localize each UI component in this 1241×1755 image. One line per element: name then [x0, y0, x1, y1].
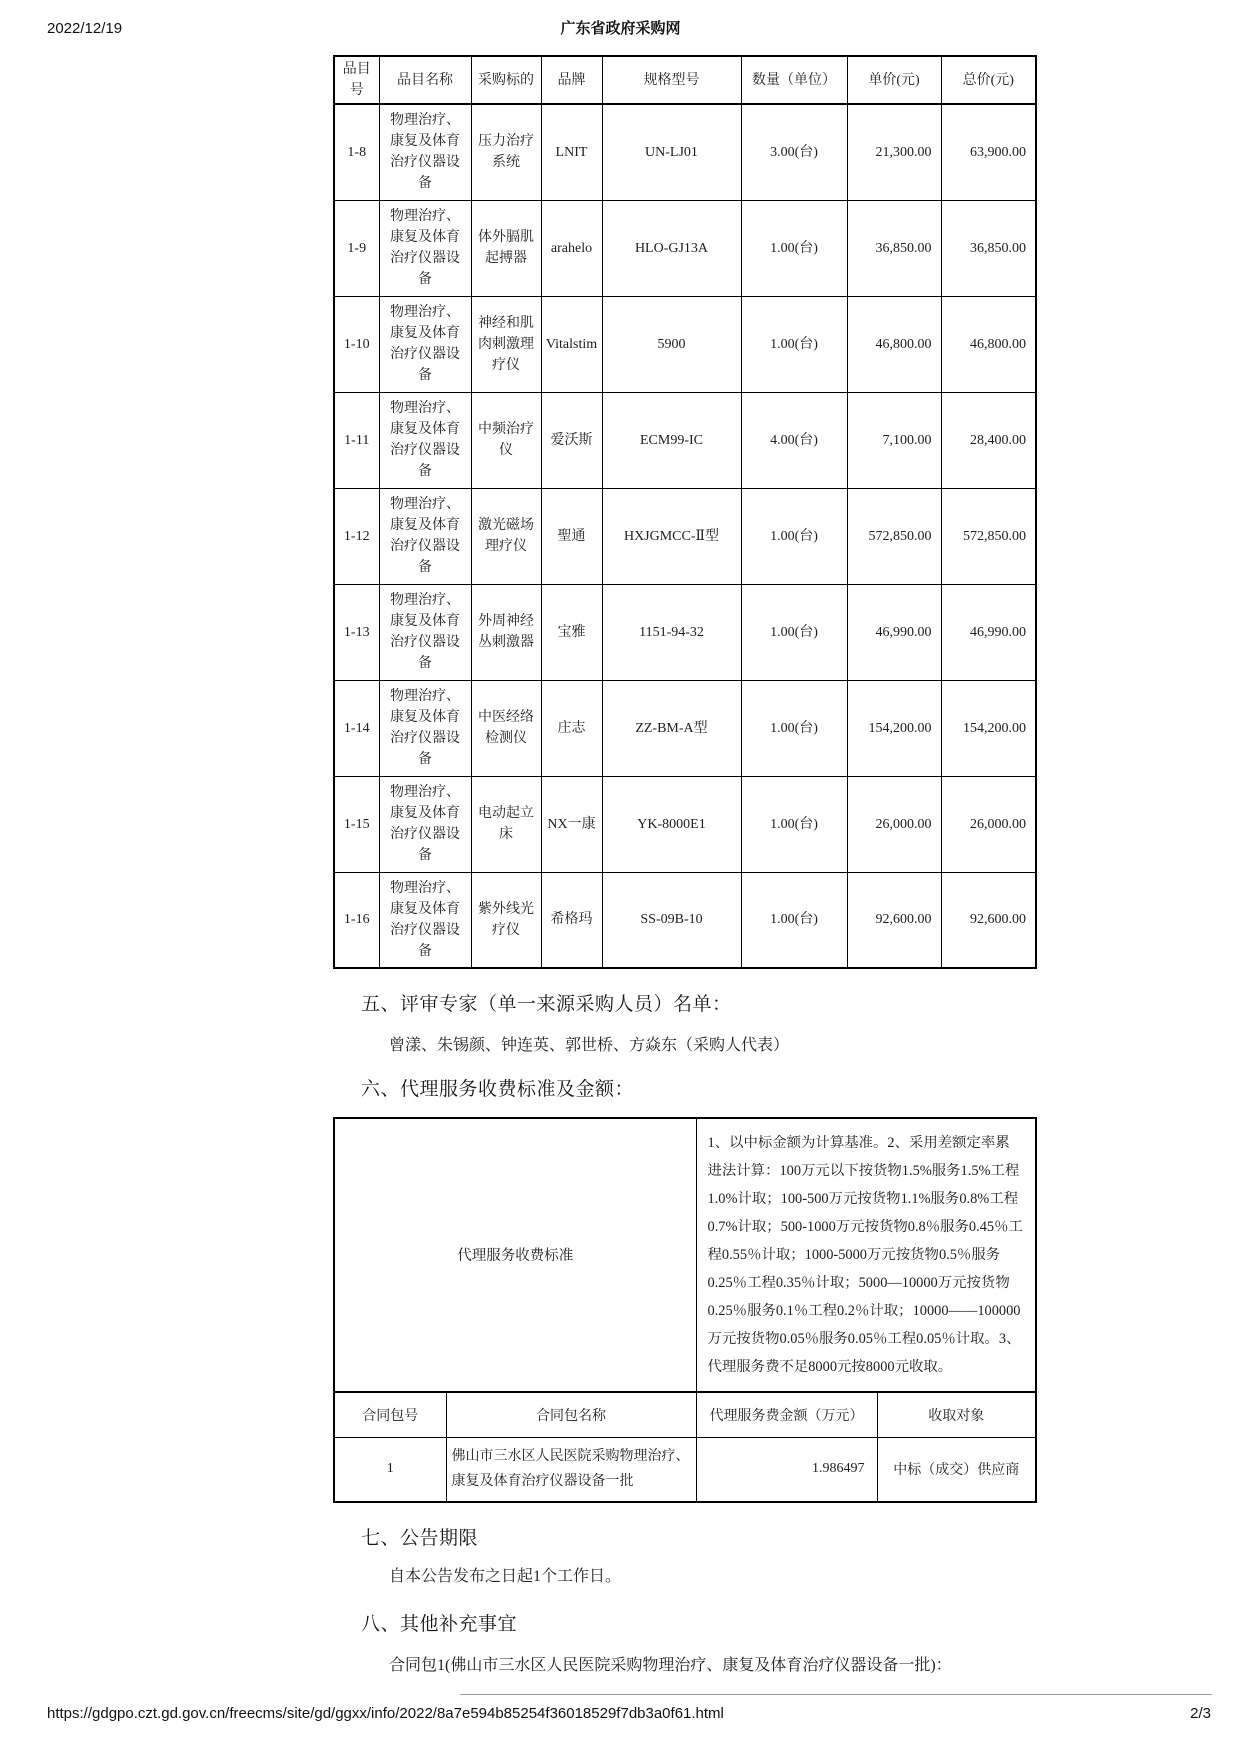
package-fee-amount: 1.986497 — [696, 1438, 877, 1502]
item-cell-category: 物理治疗、康复及体育治疗仪器设备 — [379, 872, 471, 968]
item-cell-qty: 1.00(台) — [741, 776, 847, 872]
fee-standard-description: 1、以中标金额为计算基准。2、采用差额定率累进法计算：100万元以下按货物1.5%服务1.5%工程1.0%计取；100-500万元按货物1.1%服务0.8%工程0.7%计取；500-1000万元按货物0.8％服务0.45％工程0.55％计取；1000-5000万元按货物0.5％服务0.25％工程0.35％计取；5000—10000万元按货物0.25％服务0.1％工程0.2％计取；10000——100000万元按货物0.05％服务0.05％工程0.05％计取。3、代理服务费不足8000元按8000元收取。 — [696, 1118, 1036, 1392]
item-cell-unit_price: 7,100.00 — [847, 392, 941, 488]
item-cell-total_price: 572,850.00 — [941, 488, 1036, 584]
package-table-header-row — [334, 1392, 1036, 1438]
item-cell-target: 激光磁场理疗仪 — [471, 488, 541, 584]
section7-body: 自本公告发布之日起1个工作日。 — [389, 1568, 622, 1586]
item-cell-brand: Vitalstim — [541, 296, 602, 392]
item-cell-category: 物理治疗、康复及体育治疗仪器设备 — [379, 200, 471, 296]
page-number: 2/3 — [1190, 1705, 1211, 1722]
item-row — [334, 776, 1036, 872]
item-cell-model: UN-LJ01 — [602, 104, 741, 200]
item-cell-total_price: 46,800.00 — [941, 296, 1036, 392]
item-row — [334, 296, 1036, 392]
item-cell-model: HLO-GJ13A — [602, 200, 741, 296]
item-row — [334, 872, 1036, 968]
item-cell-brand: 庄志 — [541, 680, 602, 776]
item-cell-unit_price: 572,850.00 — [847, 488, 941, 584]
item-cell-no: 1-8 — [334, 104, 379, 200]
item-cell-no: 1-15 — [334, 776, 379, 872]
items-header-cell-7: 总价(元) — [941, 56, 1036, 104]
item-cell-qty: 3.00(台) — [741, 104, 847, 200]
footer-url[interactable]: https://gdgpo.czt.gd.gov.cn/freecms/site/gd/ggxx/info/2022/8a7e594b85254f36018529f7db3a0f61.html — [47, 1705, 724, 1722]
item-cell-no: 1-10 — [334, 296, 379, 392]
fee-standard-row — [334, 1118, 1036, 1392]
item-cell-qty: 1.00(台) — [741, 296, 847, 392]
item-cell-no: 1-11 — [334, 392, 379, 488]
section8-heading: 八、其他补充事宜 — [361, 1613, 518, 1635]
package-table-row — [334, 1438, 1036, 1502]
item-cell-brand: LNIT — [541, 104, 602, 200]
item-cell-unit_price: 46,990.00 — [847, 584, 941, 680]
item-cell-brand: 爱沃斯 — [541, 392, 602, 488]
item-cell-target: 外周神经丛刺激器 — [471, 584, 541, 680]
item-cell-target: 中医经络检测仪 — [471, 680, 541, 776]
item-cell-total_price: 154,200.00 — [941, 680, 1036, 776]
announcement-document — [333, 55, 1035, 1678]
item-cell-no: 1-14 — [334, 680, 379, 776]
item-cell-total_price: 63,900.00 — [941, 104, 1036, 200]
item-cell-target: 神经和肌肉刺激理疗仪 — [471, 296, 541, 392]
items-table-body — [334, 104, 1036, 968]
items-header-cell-6: 单价(元) — [847, 56, 941, 104]
item-cell-category: 物理治疗、康复及体育治疗仪器设备 — [379, 680, 471, 776]
site-title: 广东省政府采购网 — [560, 20, 681, 37]
package-header-cell-1: 合同包名称 — [446, 1392, 696, 1438]
package-header-cell-2: 代理服务费金额（万元） — [696, 1392, 877, 1438]
item-row — [334, 680, 1036, 776]
item-cell-no: 1-13 — [334, 584, 379, 680]
item-cell-model: ECM99-IC — [602, 392, 741, 488]
item-cell-target: 压力治疗系统 — [471, 104, 541, 200]
item-cell-model: SS-09B-10 — [602, 872, 741, 968]
item-cell-unit_price: 36,850.00 — [847, 200, 941, 296]
item-cell-qty: 1.00(台) — [741, 680, 847, 776]
item-cell-no: 1-12 — [334, 488, 379, 584]
items-table — [333, 55, 1037, 969]
item-cell-unit_price: 92,600.00 — [847, 872, 941, 968]
item-cell-no: 1-9 — [334, 200, 379, 296]
footer-divider — [460, 1694, 1212, 1695]
item-cell-no: 1-16 — [334, 872, 379, 968]
section5-heading: 五、评审专家（单一来源采购人员）名单： — [361, 994, 732, 1015]
item-cell-total_price: 92,600.00 — [941, 872, 1036, 968]
item-cell-qty: 1.00(台) — [741, 584, 847, 680]
item-cell-category: 物理治疗、康复及体育治疗仪器设备 — [379, 488, 471, 584]
item-cell-total_price: 46,990.00 — [941, 584, 1036, 680]
agency-fee-table — [333, 1117, 1037, 1503]
item-row — [334, 104, 1036, 200]
item-cell-category: 物理治疗、康复及体育治疗仪器设备 — [379, 104, 471, 200]
item-cell-target: 体外膈肌起搏器 — [471, 200, 541, 296]
items-table-header-row — [334, 56, 1036, 104]
item-cell-qty: 4.00(台) — [741, 392, 847, 488]
item-cell-model: ZZ-BM-A型 — [602, 680, 741, 776]
expert-name-list: 曾漾、朱锡颜、钟连英、郭世桥、方焱东（采购人代表） — [389, 1036, 790, 1054]
item-cell-model: YK-8000E1 — [602, 776, 741, 872]
item-cell-brand: arahelo — [541, 200, 602, 296]
items-header-cell-4: 规格型号 — [602, 56, 741, 104]
item-cell-target: 中频治疗仪 — [471, 392, 541, 488]
item-cell-model: 5900 — [602, 296, 741, 392]
item-row — [334, 488, 1036, 584]
item-cell-brand: 聖通 — [541, 488, 602, 584]
item-cell-brand: NX一康 — [541, 776, 602, 872]
item-row — [334, 584, 1036, 680]
fee-standard-label: 代理服务收费标准 — [334, 1118, 696, 1392]
item-cell-category: 物理治疗、康复及体育治疗仪器设备 — [379, 584, 471, 680]
item-cell-brand: 希格玛 — [541, 872, 602, 968]
item-row — [334, 200, 1036, 296]
item-cell-model: HXJGMCC-Ⅱ型 — [602, 488, 741, 584]
package-name: 佛山市三水区人民医院采购物理治疗、康复及体育治疗仪器设备一批 — [446, 1438, 696, 1502]
item-cell-total_price: 28,400.00 — [941, 392, 1036, 488]
items-header-cell-2: 采购标的 — [471, 56, 541, 104]
item-cell-unit_price: 21,300.00 — [847, 104, 941, 200]
package-header-cell-3: 收取对象 — [877, 1392, 1036, 1438]
item-cell-total_price: 26,000.00 — [941, 776, 1036, 872]
item-cell-unit_price: 154,200.00 — [847, 680, 941, 776]
section8-body: 合同包1(佛山市三水区人民医院采购物理治疗、康复及体育治疗仪器设备一批)： — [389, 1657, 952, 1675]
items-header-cell-5: 数量（单位） — [741, 56, 847, 104]
items-header-cell-0: 品目号 — [334, 56, 379, 104]
package-number: 1 — [334, 1438, 446, 1502]
item-cell-model: 1151-94-32 — [602, 584, 741, 680]
item-cell-qty: 1.00(台) — [741, 200, 847, 296]
item-cell-target: 电动起立床 — [471, 776, 541, 872]
package-header-cell-0: 合同包号 — [334, 1392, 446, 1438]
section6-heading: 六、代理服务收费标准及金额： — [361, 1078, 635, 1100]
package-fee-payer: 中标（成交）供应商 — [877, 1438, 1036, 1502]
items-header-cell-3: 品牌 — [541, 56, 602, 104]
item-cell-unit_price: 26,000.00 — [847, 776, 941, 872]
section7-heading: 七、公告期限 — [361, 1527, 479, 1549]
item-cell-category: 物理治疗、康复及体育治疗仪器设备 — [379, 296, 471, 392]
item-cell-unit_price: 46,800.00 — [847, 296, 941, 392]
item-cell-total_price: 36,850.00 — [941, 200, 1036, 296]
item-cell-qty: 1.00(台) — [741, 872, 847, 968]
item-cell-category: 物理治疗、康复及体育治疗仪器设备 — [379, 776, 471, 872]
item-cell-target: 紫外线光疗仪 — [471, 872, 541, 968]
item-cell-qty: 1.00(台) — [741, 488, 847, 584]
item-cell-brand: 宝雅 — [541, 584, 602, 680]
print-date: 2022/12/19 — [47, 20, 123, 37]
item-cell-category: 物理治疗、康复及体育治疗仪器设备 — [379, 392, 471, 488]
item-row — [334, 392, 1036, 488]
items-header-cell-1: 品目名称 — [379, 56, 471, 104]
